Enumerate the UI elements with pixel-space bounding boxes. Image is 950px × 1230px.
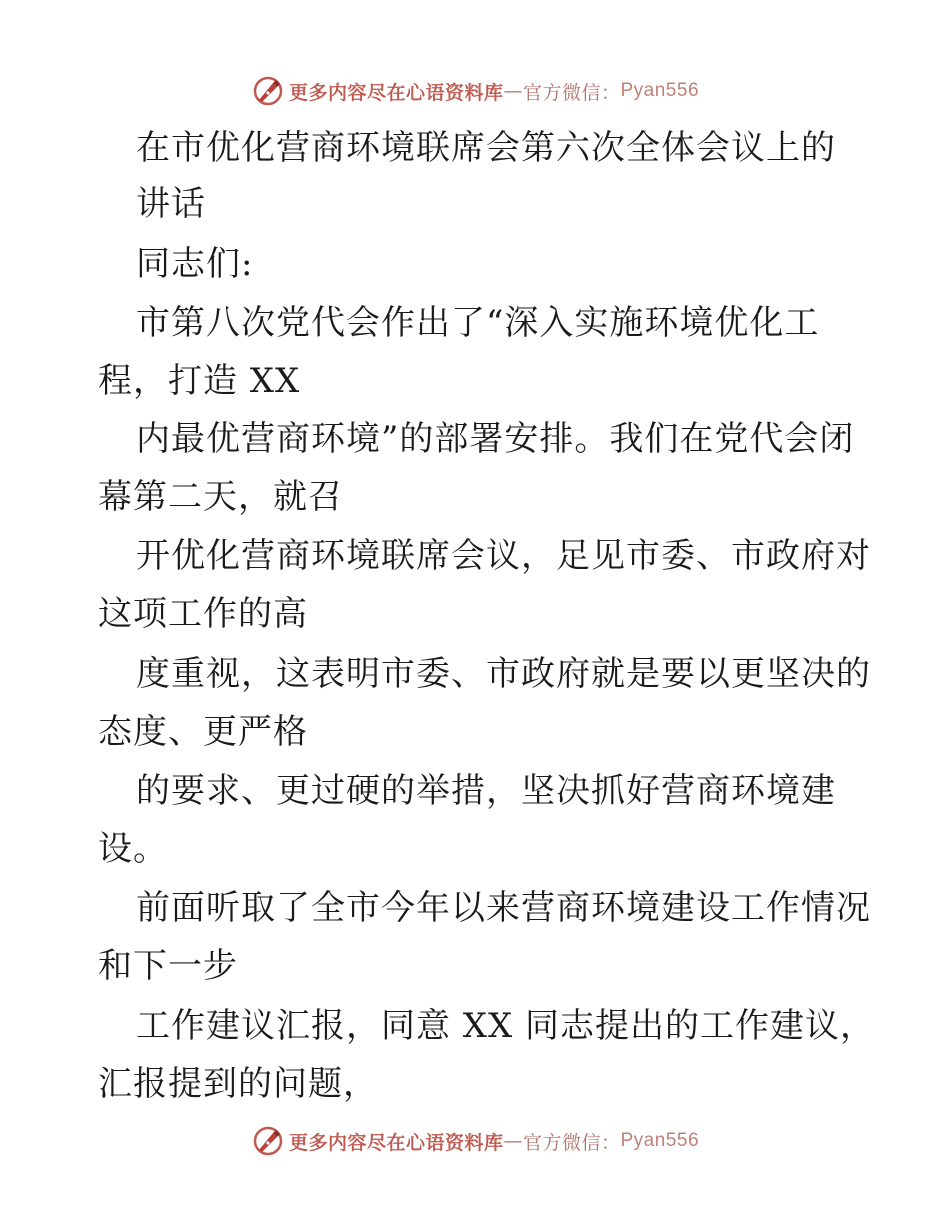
paragraph-line: 开优化营商环境联席会议，足见市委、市政府对 — [136, 536, 871, 576]
banner-brand-text: 更多内容尽在心语资料库 — [288, 81, 504, 104]
banner-brand-text: 更多内容尽在心语资料库 — [288, 1131, 504, 1154]
paragraph-line: 这项工作的高 — [98, 594, 308, 634]
banner-wechat-id: Pyan556 — [620, 80, 700, 101]
pen-nib-logo-icon — [251, 1124, 285, 1158]
paragraph-line: 幕第二天，就召 — [98, 477, 343, 517]
paragraph-line: 市第八次党代会作出了“深入实施环境优化工 — [136, 303, 820, 343]
paragraph-line: 前面听取了全市今年以来营商环境建设工作情况 — [136, 888, 871, 928]
footer-banner — [0, 1121, 950, 1161]
banner-wechat-label: 官方微信： — [522, 1131, 621, 1154]
banner-wechat-id: Pyan556 — [620, 1130, 700, 1151]
banner-separator: — — [503, 80, 523, 102]
paragraph-line: 的要求、更过硬的举措，坚决抓好营商环境建 — [136, 771, 836, 811]
document-title-line-1: 在市优化营商环境联席会第六次全体会议上的 — [136, 128, 836, 168]
header-banner — [0, 71, 950, 111]
banner-separator: — — [503, 1130, 523, 1152]
paragraph-line: 内最优营商环境”的部署安排。我们在党代会闭 — [136, 419, 855, 459]
paragraph-line: 工作建议汇报，同意 XX 同志提出的工作建议， — [136, 1006, 876, 1046]
paragraph-line: 汇报提到的问题， — [98, 1064, 378, 1104]
pen-nib-logo-icon — [251, 74, 285, 108]
paragraph-line: 设。 — [98, 829, 168, 869]
salutation: 同志们: — [136, 244, 254, 284]
paragraph-line: 态度、更严格 — [98, 712, 308, 752]
paragraph-line: 程，打造 XX — [98, 361, 301, 401]
document-title-line-2: 讲话 — [136, 184, 206, 224]
banner-wechat-label: 官方微信： — [522, 81, 621, 104]
paragraph-line: 和下一步 — [98, 946, 238, 986]
paragraph-line: 度重视，这表明市委、市政府就是要以更坚决的 — [136, 654, 871, 694]
